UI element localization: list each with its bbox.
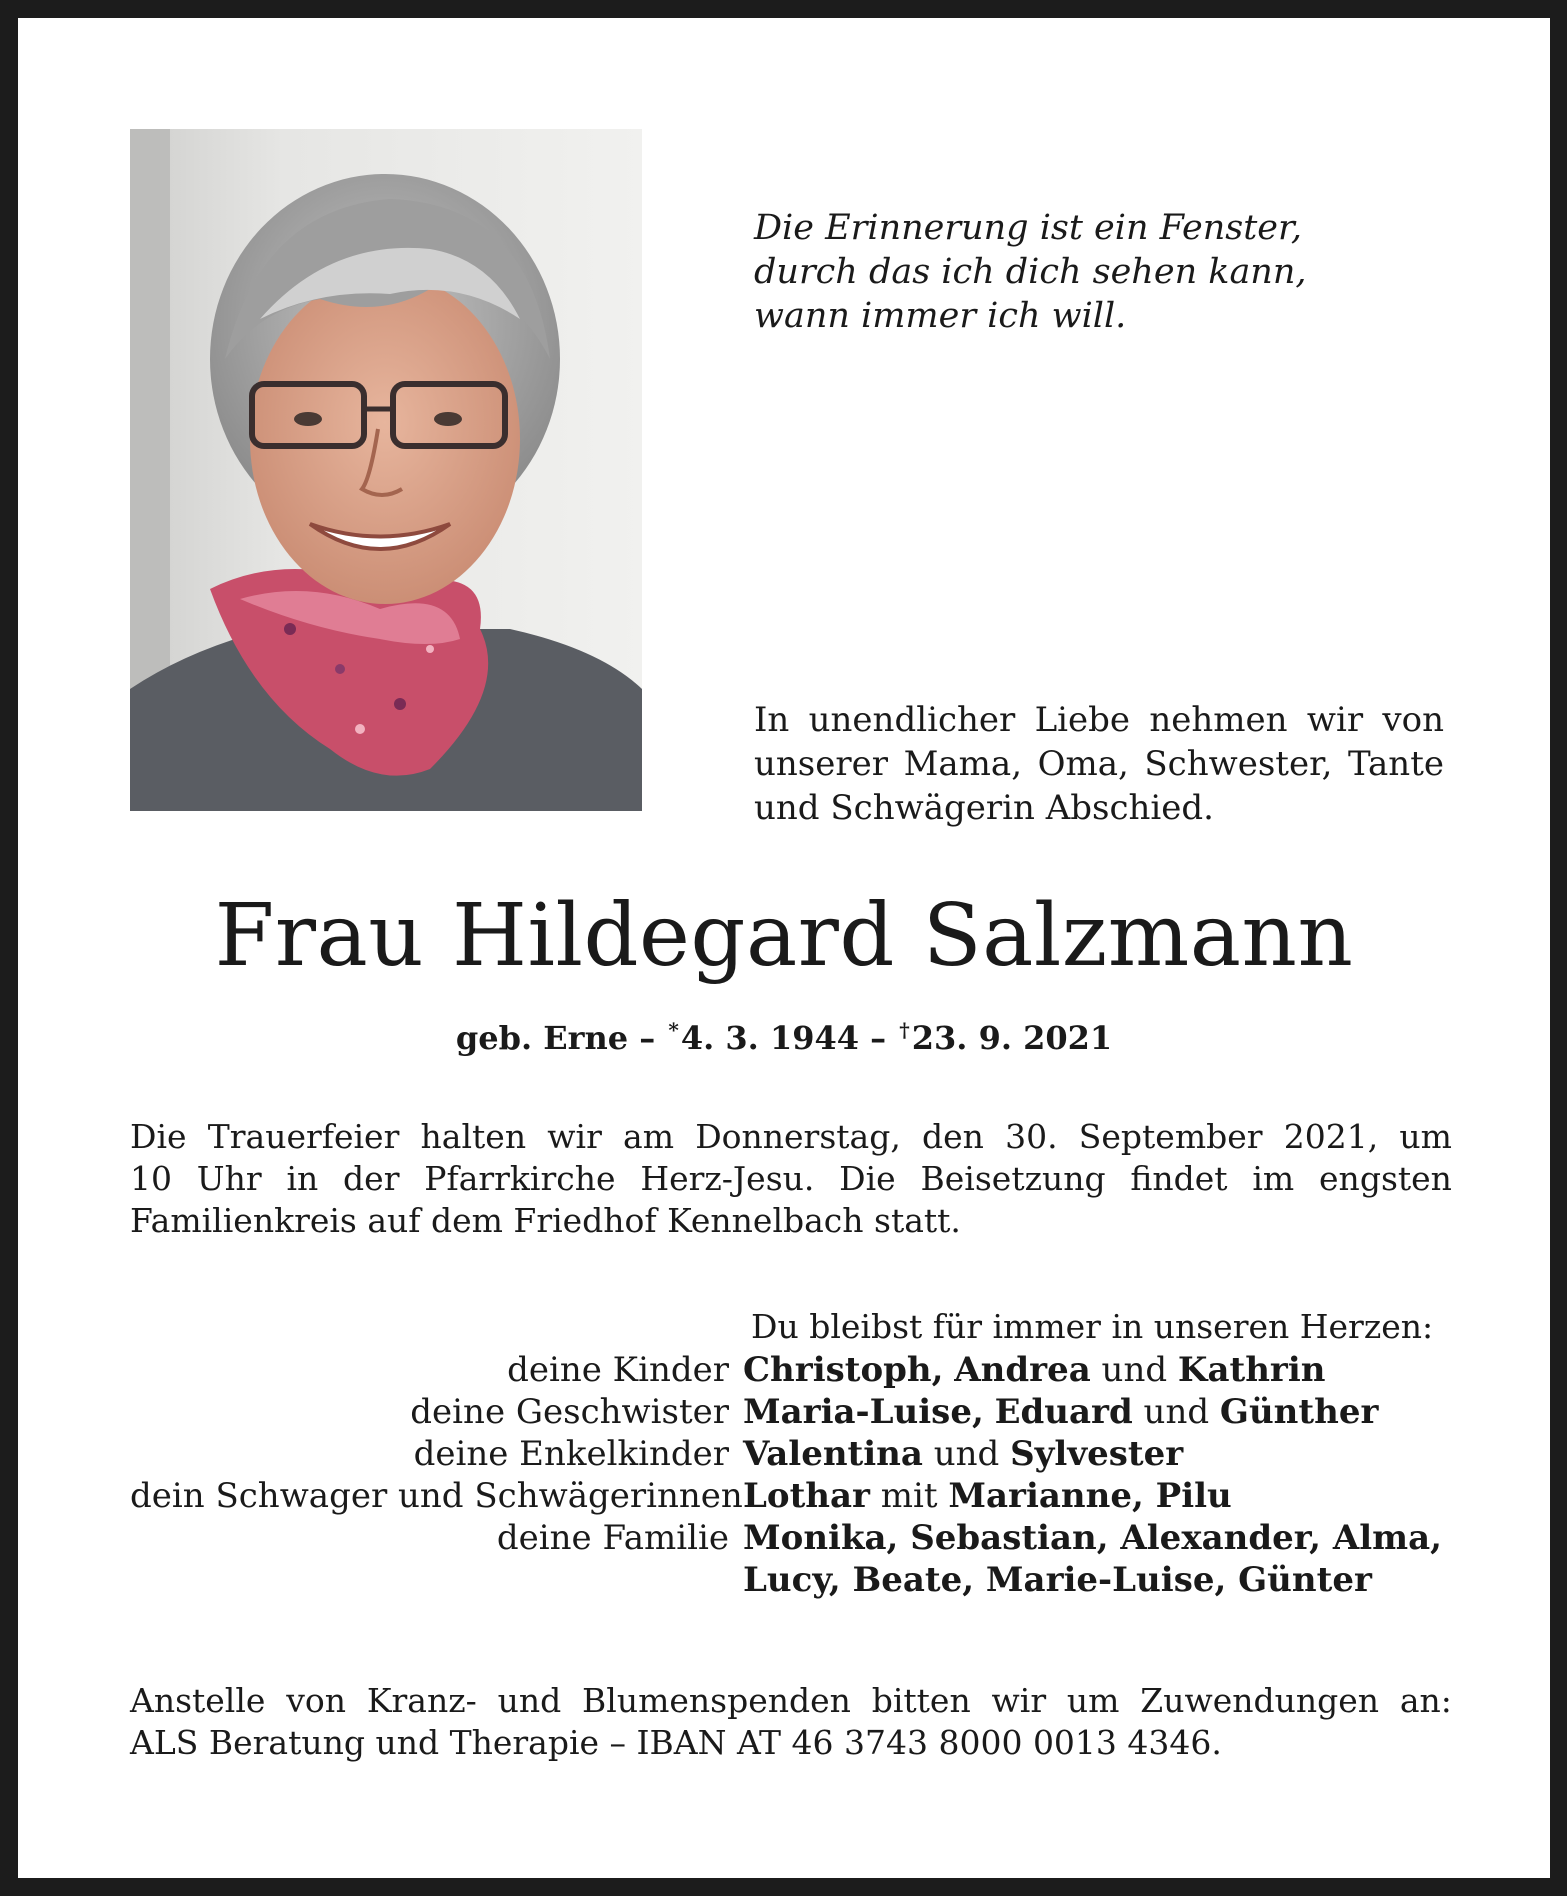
word: halten xyxy=(420,1117,527,1156)
word: nehmen xyxy=(1149,700,1288,740)
word: Oma, xyxy=(1037,744,1129,784)
mourner-name: Lothar xyxy=(743,1476,870,1516)
word: Anstelle xyxy=(130,1681,266,1720)
mourner-name: Valentina xyxy=(743,1434,923,1474)
mourner-name: Maria-Luise, xyxy=(743,1392,984,1432)
word: wir xyxy=(991,1681,1047,1720)
word: Uhr xyxy=(196,1159,262,1198)
connector-word: und xyxy=(1143,1392,1210,1432)
word: Tante xyxy=(1348,744,1444,784)
word: unendlicher xyxy=(808,700,1016,740)
word: Trauerfeier xyxy=(207,1117,400,1156)
word: Schwester, xyxy=(1144,744,1333,784)
mourner-names xyxy=(729,1349,1325,1391)
mourner-names xyxy=(729,1391,1378,1433)
mourner-name: Eduard xyxy=(994,1392,1133,1432)
word: Pfarrkirche xyxy=(424,1159,616,1198)
word: Die xyxy=(839,1159,896,1198)
donation-line xyxy=(130,1680,1452,1722)
word: Herz-Jesu. xyxy=(640,1159,815,1198)
mourners-heading: Du bleibst für immer in unseren Herzen: xyxy=(751,1307,1434,1346)
word: Zuwendungen xyxy=(1140,1681,1380,1720)
life-dates: geb. Erne – *4. 3. 1944 – †23. 9. 2021 xyxy=(455,1018,1113,1057)
intro-line: und Schwägerin Abschied. xyxy=(754,788,1214,828)
mourner-name: Sylvester xyxy=(1010,1434,1184,1474)
word: September xyxy=(1078,1117,1263,1156)
mourner-name: Monika, Sebastian, Alexander, Alma, xyxy=(743,1518,1442,1558)
deceased-name: Frau Hildegard Salzmann xyxy=(214,886,1354,986)
word: unserer xyxy=(754,744,888,784)
word: Blumenspenden xyxy=(582,1681,851,1720)
mourner-name: Lucy, Beate, Marie-Luise, Günter xyxy=(743,1560,1372,1600)
mourner-row xyxy=(130,1391,1490,1433)
mourner-name: Günther xyxy=(1219,1392,1379,1432)
mourner-row xyxy=(130,1559,1490,1601)
mourner-name: Andrea xyxy=(954,1350,1091,1390)
word: von xyxy=(1382,700,1444,740)
mourner-relation: deine Geschwister xyxy=(410,1392,729,1432)
birth-symbol: * xyxy=(668,1018,679,1042)
intro-line xyxy=(754,698,1444,742)
word: und xyxy=(497,1681,562,1720)
mourner-name: Marianne, Pilu xyxy=(948,1476,1232,1516)
mourner-name: Christoph, xyxy=(743,1350,944,1390)
born-name: geb. Erne xyxy=(455,1019,629,1057)
death-symbol: † xyxy=(899,1018,910,1042)
word: engsten xyxy=(1319,1159,1452,1198)
death-date: 23. 9. 2021 xyxy=(911,1019,1113,1057)
mourner-names xyxy=(729,1559,1372,1601)
word: 10 xyxy=(130,1159,172,1198)
connector-word: und xyxy=(1101,1350,1168,1390)
word: Mama, xyxy=(903,744,1022,784)
mourner-row xyxy=(130,1349,1490,1391)
quote-line: Die Erinnerung ist ein Fenster, xyxy=(754,208,1303,248)
word: findet xyxy=(1130,1159,1228,1198)
mourner-row xyxy=(130,1517,1490,1559)
word: wir xyxy=(1306,700,1364,740)
word: der xyxy=(343,1159,400,1198)
connector-word: und xyxy=(933,1434,1000,1474)
word: 30. xyxy=(1005,1117,1058,1156)
mourner-row xyxy=(130,1433,1490,1475)
word: bitten xyxy=(871,1681,971,1720)
mourner-name: Kathrin xyxy=(1177,1350,1326,1390)
mourner-row xyxy=(130,1475,1490,1517)
mourner-relation xyxy=(130,1559,729,1601)
word: Kranz- xyxy=(366,1681,477,1720)
donation-request xyxy=(130,1680,1452,1764)
service-line: Familienkreis auf dem Friedhof Kennelbach statt. xyxy=(130,1201,961,1240)
intro-line xyxy=(754,742,1444,786)
mourner-names xyxy=(729,1433,1183,1475)
quote-line: durch das ich dich sehen kann, xyxy=(754,252,1307,292)
word: an: xyxy=(1399,1681,1452,1720)
word: in xyxy=(286,1159,319,1198)
donation-iban-line: ALS Beratung und Therapie – IBAN AT 46 3743 8000 0013 4346. xyxy=(130,1723,1222,1762)
word: den xyxy=(922,1117,984,1156)
word: Donnerstag, xyxy=(695,1117,901,1156)
mourner-relation: dein Schwager und Schwägerinnen xyxy=(130,1476,743,1516)
farewell-intro xyxy=(754,698,1444,830)
service-line xyxy=(130,1116,1452,1158)
portrait-illustration xyxy=(130,129,642,811)
word: im xyxy=(1252,1159,1295,1198)
mourners-list xyxy=(130,1349,1490,1601)
quote-line: wann immer ich will. xyxy=(754,296,1127,336)
mourner-relation: deine Enkelkinder xyxy=(413,1434,729,1474)
quote xyxy=(754,206,1474,338)
word: Die xyxy=(130,1117,187,1156)
service-line xyxy=(130,1158,1452,1200)
word: um xyxy=(1066,1681,1120,1720)
word: von xyxy=(286,1681,347,1720)
portrait-photo xyxy=(130,129,642,811)
word: wir xyxy=(547,1117,602,1156)
mourner-relation: deine Kinder xyxy=(507,1350,729,1390)
birth-date: 4. 3. 1944 xyxy=(680,1019,859,1057)
word: In xyxy=(754,700,790,740)
word: 2021, xyxy=(1283,1117,1379,1156)
word: Beisetzung xyxy=(920,1159,1106,1198)
word: am xyxy=(623,1117,674,1156)
funeral-service-text xyxy=(130,1116,1452,1242)
obituary-card xyxy=(18,18,1550,1878)
mourner-names xyxy=(729,1475,1232,1517)
connector-word: mit xyxy=(880,1476,938,1516)
word: Liebe xyxy=(1034,700,1131,740)
mourner-names xyxy=(729,1517,1442,1559)
mourner-relation: deine Familie xyxy=(496,1518,729,1558)
word: um xyxy=(1399,1117,1452,1156)
